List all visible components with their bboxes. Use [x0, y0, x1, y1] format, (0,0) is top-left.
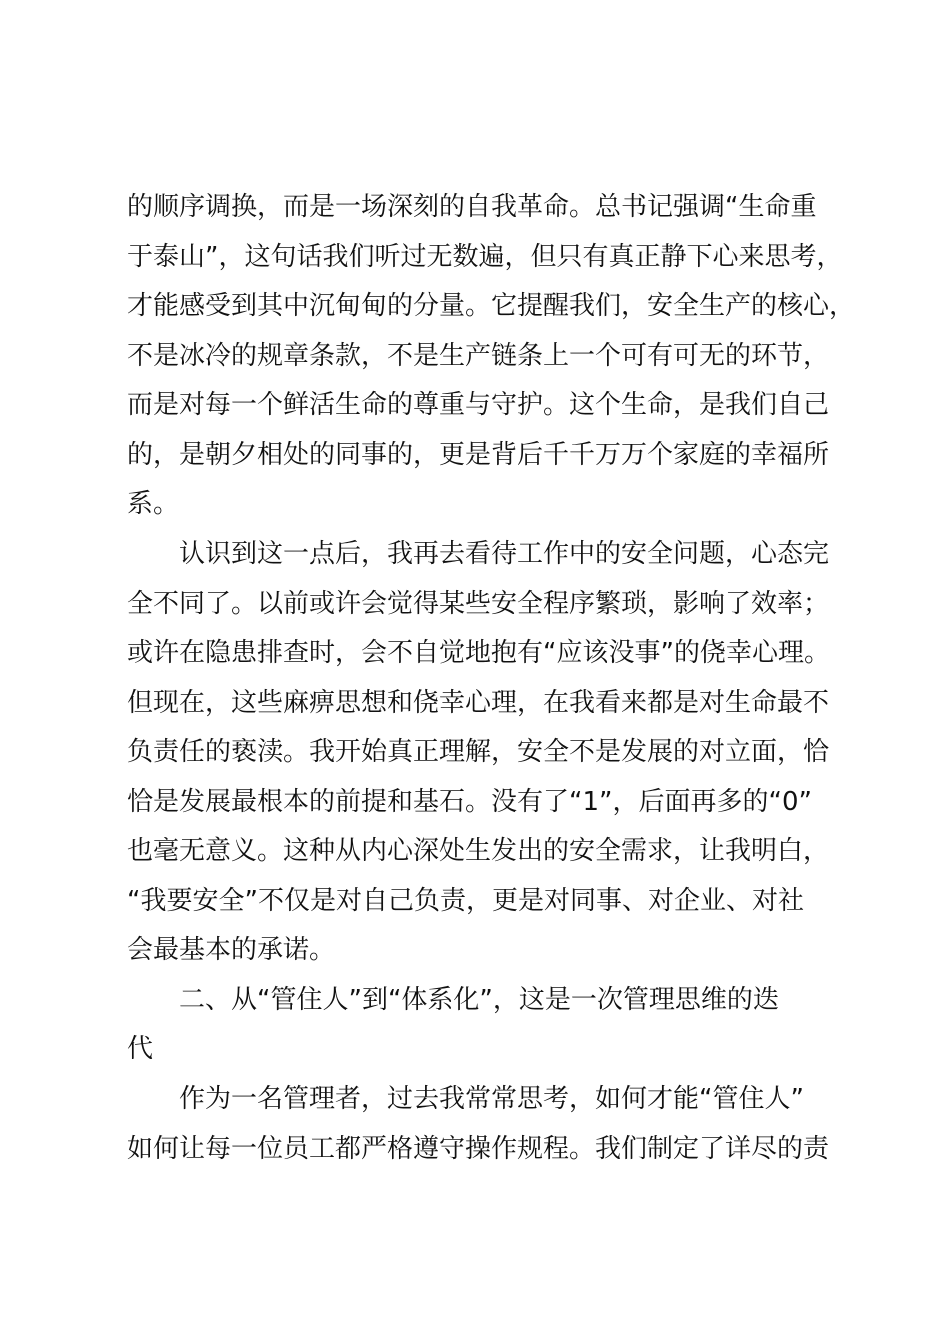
- paragraph-first-line: 作为一名管理者，过去我常常思考，如何才能“管住人”: [179, 1084, 804, 1114]
- text-line: 的，是朝夕相处的同事的，更是背后千千万万个家庭的幸福所: [127, 440, 830, 470]
- text-line: 于泰山”，这句话我们听过无数遍，但只有真正静下心来思考，: [127, 242, 843, 272]
- text-line: 系。: [127, 489, 180, 519]
- text-line: 而是对每一个鲜活生命的尊重与守护。这个生命，是我们自己: [127, 390, 830, 420]
- text-line: 不是冰冷的规章条款，不是生产链条上一个可有可无的环节，: [127, 341, 830, 371]
- text-line: 会最基本的承诺。: [127, 935, 336, 965]
- text-line: 的顺序调换，而是一场深刻的自我革命。总书记强调“生命重: [127, 192, 817, 222]
- text-line: 也毫无意义。这种从内心深处生发出的安全需求，让我明白，: [127, 836, 830, 866]
- text-line: “我要安全”不仅是对自己负责，更是对同事、对企业、对社: [127, 886, 804, 916]
- text-line: 但现在，这些麻痹思想和侥幸心理，在我看来都是对生命最不: [127, 688, 830, 718]
- text-line: 恰是发展最根本的前提和基石。没有了“1”，后面再多的“0”: [127, 787, 812, 817]
- section-heading-continuation: 代: [127, 1034, 154, 1064]
- paragraph-first-line: 认识到这一点后，我再去看待工作中的安全问题，心态完: [179, 539, 830, 569]
- text-line: 如何让每一位员工都严格遵守操作规程。我们制定了详尽的责: [127, 1134, 830, 1164]
- text-line: 或许在隐患排查时，会不自觉地抱有“应该没事”的侥幸心理。: [127, 638, 830, 668]
- section-heading: 二、从“管住人”到“体系化”，这是一次管理思维的迭: [179, 985, 779, 1015]
- text-line: 负责任的亵渎。我开始真正理解，安全不是发展的对立面，恰: [127, 737, 830, 767]
- text-line: 全不同了。以前或许会觉得某些安全程序繁琐，影响了效率；: [127, 589, 830, 619]
- text-line: 才能感受到其中沉甸甸的分量。它提醒我们，安全生产的核心，: [127, 291, 856, 321]
